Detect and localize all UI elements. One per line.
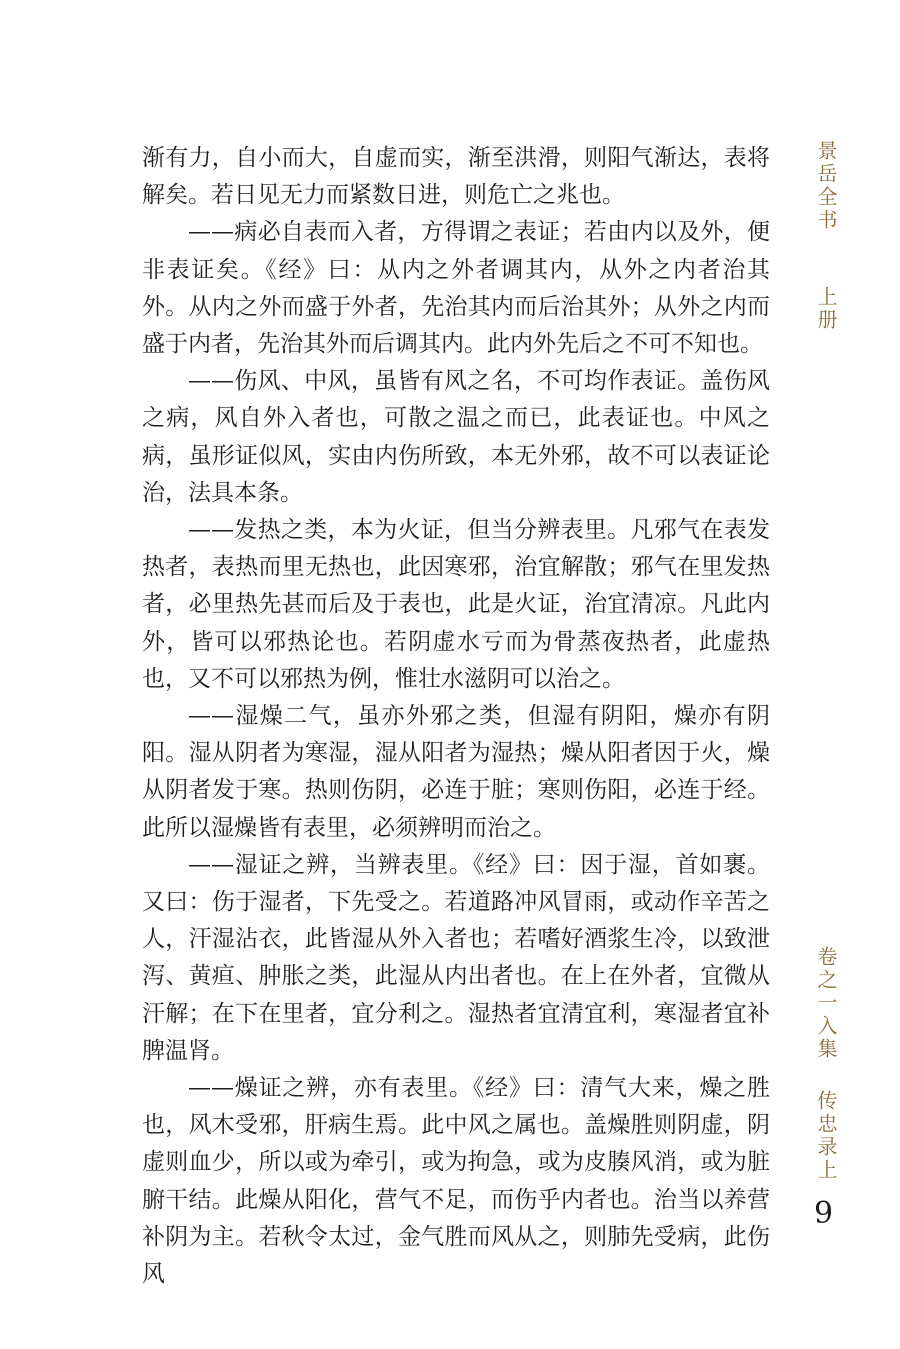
paragraph-5: ——湿燥二气，虽亦外邪之类，但湿有阴阳，燥亦有阴阳。湿从阴者为寒湿，湿从阳者为湿热；燥从阳者因于火，燥从阴者发于寒。热则伤阴，必连于脏；寒则伤阳，必连于经。此所以湿燥皆有表里，必须辨明而治之。: [142, 703, 770, 841]
paragraph-6: ——湿证之辨，当辨表里。《经》曰：因于湿，首如裹。又曰：伤于湿者，下先受之。若道路冲风冒雨，或动作辛苦之人，汗湿沾衣，此皆湿从外入者也；若嗜好酒浆生冷，以致泄泻、黄疸、肿胀之类，此湿从内出者也。在上在外者，宜微从汗解；在下在里者，宜分利之。湿热者宜清宜利，寒湿者宜补脾温肾。: [142, 851, 770, 1064]
running-header-book-title: 景岳全书: [814, 140, 838, 232]
running-header-volume: 上册: [814, 286, 838, 332]
body-text: [142, 140, 770, 1293]
paragraph-3: ——伤风、中风，虽皆有风之名，不可均作表证。盖伤风之病，风自外入者也，可散之温之而已，此表证也。中风之病，虽形证似风，实由内伤所致，本无外邪，故不可以表证论治，法具本条。: [142, 368, 770, 506]
page-number: 9: [814, 1196, 834, 1231]
running-header-section: 传忠录上: [814, 1090, 838, 1182]
paragraph-7: ——燥证之辨，亦有表里。《经》曰：清气大来，燥之胜也，风木受邪，肝病生焉。此中风之属也。盖燥胜则阴虚，阴虚则血少，所以或为牵引，或为拘急，或为皮腠风消，或为脏腑干结。此燥从阳化，营气不足，而伤乎内者也。治当以养营补阴为主。若秋令太过，金气胜而风从之，则肺先受病，此伤风: [142, 1075, 770, 1288]
paragraph-4: ——发热之类，本为火证，但当分辨表里。凡邪气在表发热者，表热而里无热也，此因寒邪，治宜解散；邪气在里发热者，必里热先甚而后及于表也，此是火证，治宜清凉。凡此内外，皆可以邪热论也。若阴虚水亏而为骨蒸夜热者，此虚热也，又不可以邪热为例，惟壮水滋阴可以治之。: [142, 517, 770, 692]
running-header-chapter: 卷之一入集: [814, 946, 838, 1061]
paragraph-1: 渐有力，自小而大，自虚而实，渐至洪滑，则阳气渐达，表将解矣。若日见无力而紧数日进，则危亡之兆也。: [142, 145, 770, 209]
paragraph-2: ——病必自表而入者，方得谓之表证；若由内以及外，便非表证矣。《经》曰：从内之外者调其内，从外之内者治其外。从内之外而盛于外者，先治其内而后治其外；从外之内而盛于内者，先治其外而后调其内。此内外先后之不可不知也。: [142, 219, 770, 358]
